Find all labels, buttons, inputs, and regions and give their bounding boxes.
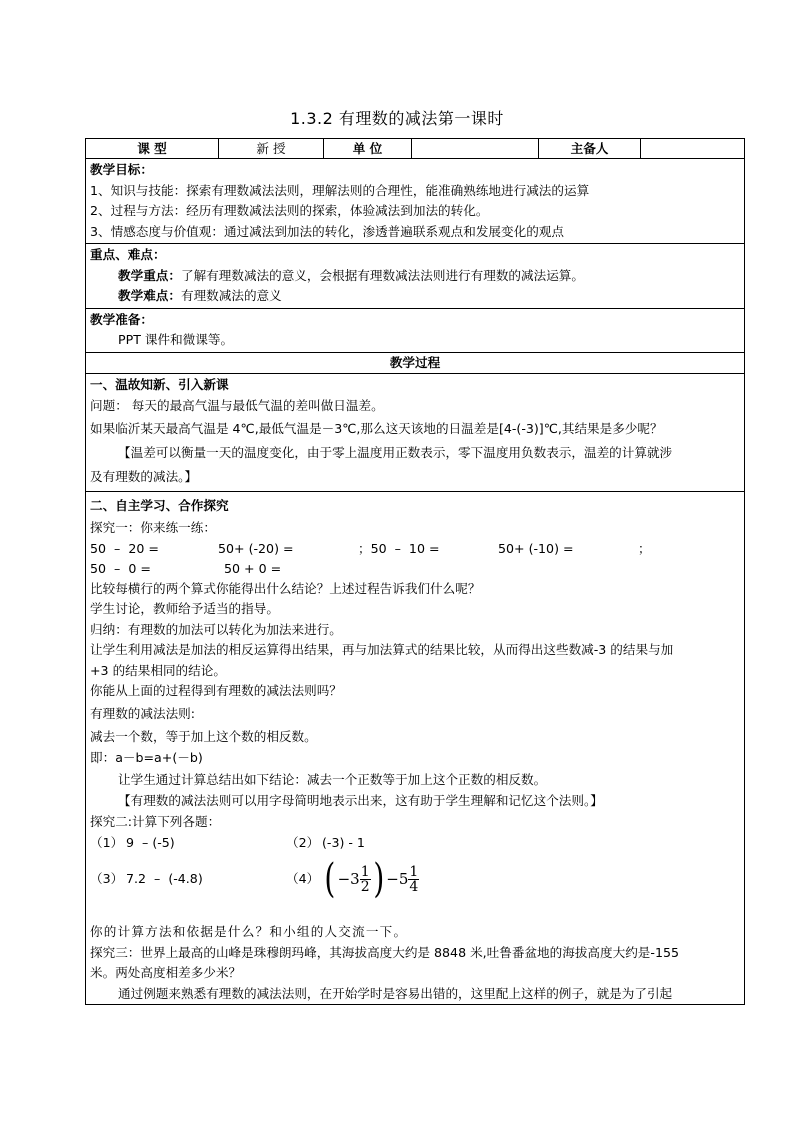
fraction-numerator: 1 [409, 863, 419, 880]
mixed-whole: −3 [337, 870, 360, 888]
process-heading: 教学过程 [86, 352, 745, 373]
key-point [90, 266, 740, 287]
calc-expression: 9 – (-5) [126, 835, 175, 850]
fraction [360, 865, 371, 894]
key-points-heading: 重点、难点： [90, 247, 166, 262]
section1-note-cont: 及有理数的减法。】 [90, 469, 198, 484]
calc-row [90, 854, 740, 904]
fraction-denominator: 2 [360, 878, 370, 895]
preparation-heading: 教学准备： [90, 311, 153, 327]
exercise-item: 50+ (-10) = [498, 540, 574, 556]
exercise-item: ；50 – 10 = [358, 540, 440, 556]
preparer-value [641, 139, 745, 159]
calc-number: （1） [90, 835, 124, 850]
rule-note: 【有理数的减法法则可以用字母简明地表示出来，这有助于学生理解和记忆这个法则。】 [118, 793, 603, 808]
section1-example: 如果临沂某天最高气温是 4℃,最低气温是－3℃,那么这天该地的日温差是[4-(-3)]℃,其结果是多少呢？ [90, 421, 663, 436]
explore3-text: 探究三：世界上最高的山峰是珠穆朗玛峰，其海拔高度大约是 8848 米,吐鲁番盆地的海拔高度大约是-155 [90, 944, 679, 960]
key-points-row [86, 244, 745, 309]
left-paren: ( [324, 856, 336, 902]
derive-text: 让学生利用减法是加法的相反运算得出结果，再与加法算式的结果比较，从而得出这些数减-3 的结果与加 [90, 642, 674, 657]
conclusion-text: 让学生通过计算总结出如下结论：减去一个正数等于加上这个正数的相反数。 [118, 772, 547, 787]
rule-formula: 即：a－b=a+(－b) [90, 749, 203, 765]
ask-rule: 你能从上面的过程得到有理数的减法法则吗？ [90, 683, 342, 698]
summary-text: 归纳：有理数的加法可以转化为加法来进行。 [90, 621, 342, 637]
exercise-item: 50 – 0 = [90, 560, 151, 576]
section1-row [86, 373, 745, 492]
exercise-row [90, 559, 740, 579]
objectives-heading: 教学目标： [90, 162, 153, 177]
key-label: 教学重点： [118, 267, 181, 283]
calc-number: （3） [90, 871, 124, 886]
right-paren: ) [372, 856, 384, 902]
explore1-title: 探究一：你来练一练： [90, 520, 216, 535]
calc-row [90, 832, 740, 854]
section1-note: 【温差可以衡量一天的温度变化，由于零上温度用正数表示，零下温度用负数表示，温差的计算就涉 [118, 445, 673, 460]
section1-heading: 一、温故知新、引入新课 [90, 376, 229, 392]
exercise-item: 50 + 0 = [224, 560, 282, 576]
exercise-item: 50 – 20 = [90, 540, 159, 556]
fraction [408, 865, 419, 894]
calc-number: （2） [286, 835, 320, 850]
section2-row [86, 492, 745, 1005]
process-heading-row [86, 352, 745, 373]
derive-text-cont: +3 的结果相同的结论。 [90, 662, 226, 678]
course-type-label: 课 型 [86, 139, 219, 159]
closing-text: 通过例题来熟悉有理数的减法法则，在开始学时是容易出错的，这里配上这样的例子，就是为了引起 [118, 985, 673, 1001]
course-type-value: 新 授 [219, 139, 324, 159]
objective-item: 1、知识与技能：探索有理数减法法则，理解法则的合理性，能准确熟练地进行减法的运算 [90, 182, 590, 198]
preparation-text: PPT 课件和微课等。 [118, 332, 234, 347]
objective-item: 3、情感态度与价值观：通过减法到加法的转化，渗透普遍联系观点和发展变化的观点 [90, 223, 564, 239]
calc-number: （4） [286, 871, 320, 886]
calc-expression-fraction [322, 856, 419, 902]
compare-question: 比较每横行的两个算式你能得出什么结论？上述过程告诉我们什么呢？ [90, 580, 481, 596]
exercise-item: 50+ (-20) = [218, 540, 294, 556]
section2-heading: 二、自主学习、合作探究 [90, 498, 229, 513]
fraction-numerator: 1 [360, 863, 370, 880]
unit-value [412, 139, 539, 159]
exercise-row [90, 539, 740, 559]
difficulty-point [90, 286, 740, 307]
difficulty-text: 有理数减法的意义 [180, 288, 282, 303]
difficulty-label: 教学难点： [118, 288, 181, 303]
rule-text: 减去一个数，等于加上这个数的相反数。 [90, 728, 317, 744]
lesson-plan-table [85, 138, 745, 1005]
exercise-item: ； [638, 540, 651, 556]
objectives-row [86, 159, 745, 244]
unit-label: 单 位 [324, 139, 412, 159]
preparer-label: 主备人 [539, 139, 641, 159]
key-text: 了解有理数减法的意义，会根据有理数减法法则进行有理数的减法运算。 [180, 267, 584, 283]
fraction-denominator: 4 [409, 878, 419, 895]
objective-item: 2、过程与方法：经历有理数减法法则的探索，体验减法到加法的转化。 [90, 203, 489, 218]
section1-question: 问题： 每天的最高气温与最低气温的差叫做日温差。 [90, 398, 384, 413]
discuss-text: 学生讨论，教师给予适当的指导。 [90, 601, 279, 616]
calc-expression: 7.2 – (-4.8) [126, 871, 203, 886]
mixed-whole: −5 [386, 870, 409, 888]
method-question: 你的计算方法和依据是什么？和小组的人交流一下。 [90, 924, 408, 939]
page-title: 1.3.2 有理数的减法第一课时 [290, 109, 504, 128]
calc-expression: (-3) - 1 [322, 835, 365, 850]
preparation-row [86, 308, 745, 352]
explore2-title: 探究二:计算下列各题： [90, 813, 221, 829]
header-row [86, 139, 745, 159]
explore3-text-cont: 米。两处高度相差多少米？ [90, 965, 242, 980]
rule-title: 有理数的减法法则: [90, 705, 195, 721]
